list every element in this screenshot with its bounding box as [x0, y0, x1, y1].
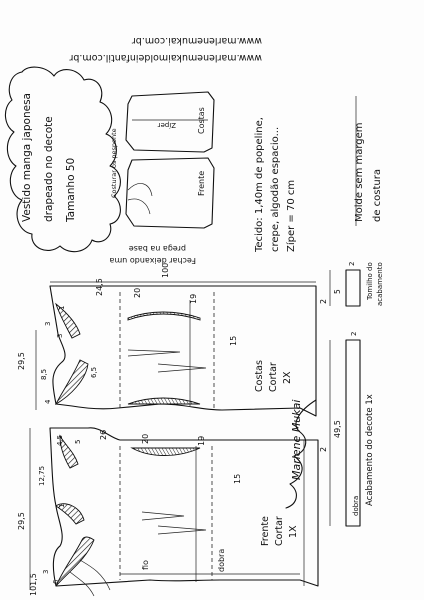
sketch-back-label: Costas: [197, 107, 206, 134]
header-urls: [69, 35, 262, 63]
back-dim-19: 19: [189, 293, 198, 304]
sketch-front-label: Frente: [197, 170, 206, 196]
signature-text: Marlene Mukai: [290, 399, 303, 480]
small-facing-width: 2: [348, 261, 356, 266]
front-grain-dobra: dobra: [217, 548, 226, 572]
title-cloud: [5, 67, 120, 252]
back-dart-1: [128, 350, 180, 356]
front-piece[interactable]: [17, 428, 328, 596]
front-label-1: Frente: [260, 516, 271, 546]
front-dim-15: 15: [233, 473, 242, 484]
neck-facing-label: Acabamento do decote 1x: [365, 394, 375, 506]
back-total-length: 100: [161, 262, 170, 278]
seam-line1: Molde sem margem: [354, 122, 365, 222]
front-label-2: Cortar: [274, 516, 285, 546]
back-dim-3: 3: [44, 321, 52, 326]
back-dim-2: 2: [319, 298, 328, 304]
front-dim-2: 2: [319, 446, 328, 452]
garment-sketch: [109, 92, 214, 265]
front-label-3: 1X: [288, 525, 299, 538]
front-armhole-height: 29,5: [17, 512, 26, 530]
front-total-length: 101,5: [29, 573, 38, 596]
front-dim-6: 6: [52, 579, 60, 584]
small-facing-length: 5: [333, 289, 342, 294]
signature: [286, 400, 316, 508]
back-dart-2: [158, 364, 206, 372]
small-facing-label-2: acabamento: [376, 262, 384, 306]
front-dim-4-5: 4,5: [56, 434, 64, 446]
sketch-zipper-label: Zíper: [157, 121, 176, 129]
front-grain-fio: fio: [141, 560, 150, 570]
back-side-hatch: [128, 398, 200, 404]
front-dim-1: 1: [58, 503, 66, 508]
back-waist-hatch: [128, 312, 200, 320]
neck-facing-dobra: dobra: [352, 495, 360, 516]
cloud-title-line3: Tamanho 50: [65, 157, 77, 222]
fabric-line3: Zíper = 70 cm: [286, 179, 297, 252]
back-label-2: Cortar: [268, 362, 279, 392]
front-hem-width: 26: [99, 429, 108, 440]
back-dim-15: 15: [229, 335, 238, 346]
neck-facing-length: 49,5: [333, 420, 342, 438]
back-armhole-height: 29,5: [17, 352, 26, 370]
back-label-3: 2X: [282, 371, 293, 384]
seam-note: [354, 96, 383, 226]
back-dim-1: 1: [58, 305, 66, 310]
front-dart-1: [142, 512, 184, 520]
fabric-line2: crepe, algodão espacio...: [270, 126, 281, 252]
back-dim-20: 20: [133, 287, 142, 298]
fabric-line1: Tecido: 1,40m de popeline,: [254, 117, 265, 252]
front-dim-5: 5: [74, 439, 82, 444]
back-outline: [50, 286, 316, 416]
front-dart-2: [158, 526, 206, 534]
front-side-hatch: [132, 448, 200, 456]
back-neck-b: 6,5: [90, 366, 98, 378]
small-facing-label-1: Tomilho do: [366, 262, 374, 300]
front-neck-hatch: [56, 537, 94, 586]
url-line-1: www.marlenemukai.com.br: [131, 35, 262, 46]
front-neck-depth: 12,75: [38, 465, 46, 486]
sketch-pleats-label: Costurar os pesponte: [110, 128, 118, 198]
neck-facing[interactable]: [330, 332, 375, 526]
front-dim-19: 19: [197, 435, 206, 446]
small-facing-rect: [346, 270, 360, 306]
back-label-1: Costas: [254, 360, 265, 392]
front-dim-3: 3: [42, 569, 50, 574]
front-dim-20: 20: [141, 433, 150, 444]
back-dim-4: 4: [44, 399, 52, 404]
back-neck-hatch: [56, 360, 88, 404]
sketch-note-line1: Fechar deixando uma: [109, 256, 196, 265]
back-neck-a: 8,5: [40, 368, 48, 380]
neck-facing-width: 2: [350, 331, 358, 336]
cloud-title-line1: Vestido manga japonesa: [21, 93, 33, 222]
sketch-note-line2: prega na base: [128, 244, 186, 253]
seam-line2: de costura: [372, 168, 383, 222]
url-line-2: www.marlenemukaimoldeinfantil.com.br: [69, 52, 262, 63]
fabric-note: [254, 117, 297, 253]
back-dim-3b: 3: [56, 333, 64, 338]
sketch-drape: [128, 183, 152, 214]
cloud-title-line2: drapeado no decote: [43, 116, 55, 222]
back-piece[interactable]: [17, 263, 328, 416]
back-width-top: 24,5: [95, 278, 104, 296]
small-facing[interactable]: [330, 262, 384, 306]
